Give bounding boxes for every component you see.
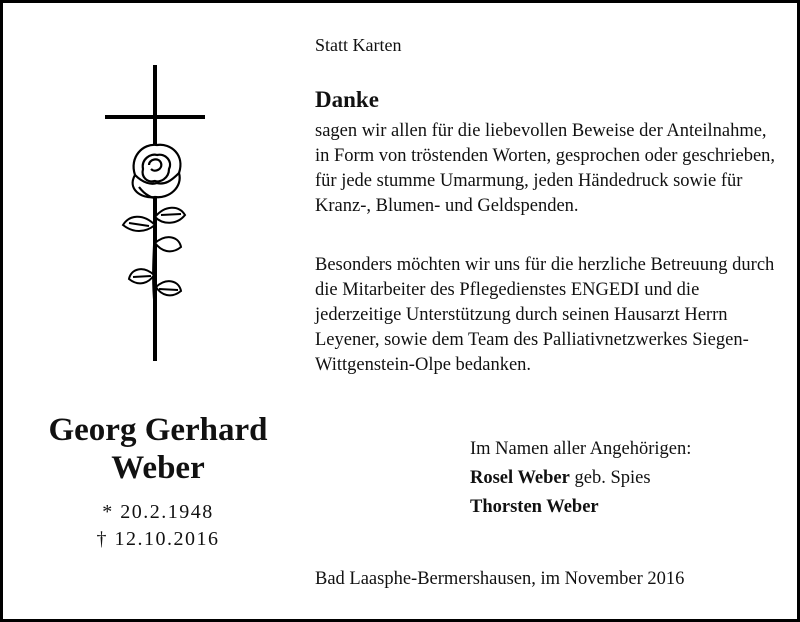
place-date: Bad Laasphe-Bermershausen, im November 2016 [315,569,685,589]
message-paragraph-1: sagen wir allen für die liebevollen Beweise der Anteilnahme, in Form von tröstenden Worten, gesprochen oder geschrieben, für jede stumme Umarmung, jeden Händedruck sowie für Kranz-, Blumen- und Geldspenden. [315,121,776,216]
death-date: † 12.10.2016 [96,528,220,550]
signer-1-suffix: geb. Spies [569,468,651,488]
header-note: Statt Karten [315,35,402,55]
signoff [470,435,691,522]
signoff-intro: Im Namen aller Angehörigen: [470,439,692,459]
signer-1 [470,464,691,493]
message-paragraph-2: Besonders möchten wir uns für die herzliche Betreuung durch die Mitarbeiter des Pflegedienstes ENGEDI und die jederzeitige Unterstützung durch seinen Hausarzt Herrn Leyener, sowie dem Team des Palliativnetzwerkes Siegen-Wittgenstein-Olpe bedanken. [315,255,775,375]
signer-2-name: Thorsten Weber [470,497,599,517]
cross-with-rose-icon [99,65,211,363]
signer-1-name: Rosel Weber [470,468,570,488]
life-dates [23,499,293,553]
deceased-name-line-2: Weber [111,450,205,486]
signer-2 [470,493,691,522]
deceased-name [23,411,293,487]
deceased-name-line-1: Georg Gerhard [48,412,268,448]
message-heading: Danke [315,87,379,112]
birth-date: * 20.2.1948 [102,501,214,523]
